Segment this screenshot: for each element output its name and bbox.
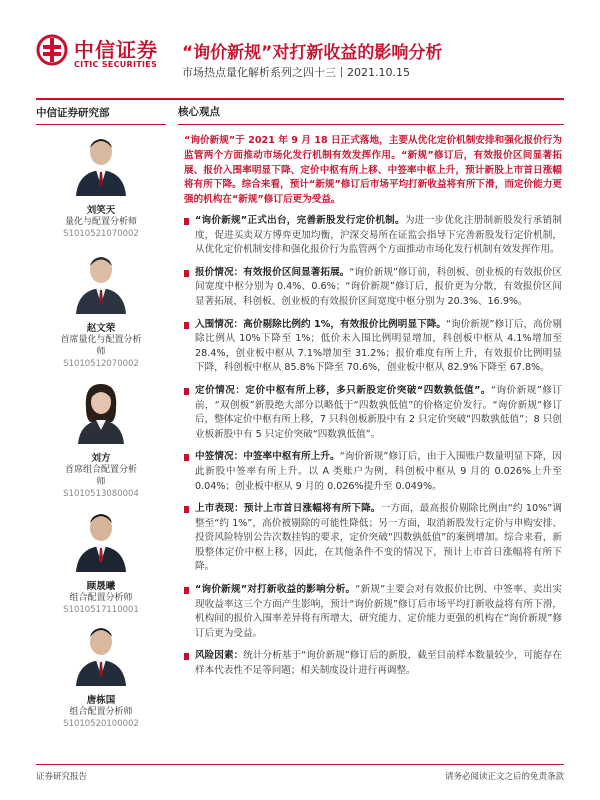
analyst-name: 刘方 (91, 453, 111, 464)
analyst-card (36, 130, 166, 239)
logo-name-en: CITIC SECURITIES (74, 60, 158, 69)
analyst-card (36, 620, 166, 729)
left-heading-divider (36, 124, 166, 125)
analyst-card (36, 248, 166, 369)
bullet-lead: “询价新规”对打新收益的影响分析。 (195, 584, 356, 596)
analyst-photo-icon (72, 620, 130, 686)
bullet-lead: 中签情况：中签率中枢有所上升。 (195, 451, 340, 463)
analyst-license-id: S1010513080004 (63, 489, 139, 499)
bullet-lead: 定价情况：定价中枢有所上移，多只新股定价突破“四数孰低值”。 (195, 384, 492, 396)
bullet-body: “询价新规”修订后，由于入围账户数量明显下降，因此新股中签率有所上升。以 A 类账户为例，科创板中枢从 9 月的 0.026%上升至 0.04%；创业板中枢从 9 月的 0.026%提升至 0.049%。 (195, 451, 562, 492)
core-views-list (184, 214, 562, 679)
list-item (184, 450, 562, 494)
list-item (184, 384, 562, 442)
report-series-subtitle: 市场热点量化解析系列之四十三丨2021.10.15 (182, 66, 410, 79)
bullet-body: 为进一步优化注册制新股发行承销制度，促进买卖双方博弈更加均衡，沪深交易所在证监会指导下完善新股发行定价机制，从优化定价机制安排和强化报价行为监管两个方面推动市场化发行机制有效发挥作用。 (195, 215, 562, 256)
bullet-body: 统计分析基于“询价新规”修订后的新股，截至目前样本数量较少，可能存在样本代表性不足等问题；相关制度设计进行再调整。 (195, 650, 562, 677)
analyst-photo-icon (72, 506, 130, 572)
logo-name-cn: 中信证券 (74, 38, 158, 62)
list-item (184, 318, 562, 376)
analyst-photo-icon (72, 130, 130, 196)
analyst-name: 刘笑天 (86, 205, 116, 216)
bullet-lead: 入围情况：高价剔除比例约 1%，有效报价比例明显下降。 (195, 318, 446, 330)
analyst-photo-icon (72, 378, 130, 444)
bullet-lead: 上市表现：预计上市首日涨幅将有所下降。 (195, 503, 381, 515)
analyst-role: 量化与配置分析师 (64, 217, 137, 227)
citic-logo-mark-icon (36, 34, 68, 66)
analyst-name: 唐栋国 (86, 695, 116, 706)
footer-disclaimer-note: 请务必阅读正文之后的免责条款 (444, 772, 564, 782)
report-header (0, 0, 600, 92)
bullet-lead: “询价新规”正式出台，完善新股发行定价机制。 (195, 215, 405, 226)
bullet-body: 一方面，最高报价剔除比例由“约 10%”调整至“约 1%”，高价被剔除的可能性降低；另一方面，取消新股发行定价与申购安排、投资风险特别公告次数挂钩的要求，定价突破“四数孰低值”的案例增加。综合来看，新股整体定价中枢上移，因此，在其他条件不变的情况下，预计上市首日涨幅将有所下降。 (195, 503, 562, 573)
list-item (184, 502, 562, 575)
bullet-lead: 报价情况：有效报价区间显著拓展。 (195, 266, 350, 278)
analyst-card (36, 506, 166, 615)
bullet-body: “询价新规”修订前，科创板、创业板的有效报价区间宽度中枢分别为 0.4%、0.6%；“询价新规”修订后，报价更为分散，有效报价区间显著拓展，科创板、创业板的有效报价区间宽度中枢分别为 20.3%、16.9%。 (195, 266, 562, 307)
list-item (184, 266, 562, 310)
page-title: “询价新规”对打新收益的影响分析 (182, 43, 443, 63)
bullet-body: “询价新规”修订后，高价剔除比例从 10%下降至 1%；低价未入围比例明显增加，科创板中枢从 4.1%增加至 28.4%，创业板中枢从 7.1%增加至 31.2%；报价难度有所上升，有效报价比例明显下降，科创板中枢从 85.8%下降至 70.6%，创业板中枢从 82.9%下降至 67.8%。 (195, 318, 562, 374)
list-item (184, 649, 562, 678)
list-item (184, 583, 562, 641)
analyst-role: 组合配置分析师 (69, 707, 133, 717)
analyst-role: 组合配置分析师 (69, 593, 133, 603)
core-views-heading: 核心观点 (178, 106, 220, 118)
analyst-role: 首席组合配置分析师 (65, 465, 138, 487)
analyst-card (36, 378, 166, 499)
footer-report-type: 证券研究报告 (36, 772, 88, 782)
footer-divider (36, 764, 564, 765)
summary-paragraph: “询价新规”于 2021 年 9 月 18 日正式落地，主要从优化定价机制安排和强化报价行为监管两个方面推动市场化发行机制有效发挥作用。“新规”修订后，有效报价区间显著拓展、报价入围率明显下降、定价中枢有所上移、中签率中枢上升，预计新股上市首日涨幅将有所下降。综合来看，预计“新规”修订后市场平均打新收益将有所下滑，而定价能力更强的机构在“新规”修订后更为受益。 (184, 135, 562, 206)
list-item (184, 214, 562, 258)
analyst-license-id: S1010521070002 (63, 229, 139, 239)
research-dept-heading: 中信证券研究部 (36, 107, 110, 119)
analyst-license-id: S1010512070002 (63, 359, 139, 369)
analyst-license-id: S1010517110001 (63, 605, 139, 615)
analyst-name: 赵文荣 (86, 323, 116, 334)
analyst-name: 顾晟曦 (86, 581, 116, 592)
bullet-body: “新规”主要会对有效报价比例、中签率、卖出实现收益率这三个方面产生影响，预计“询价新规”修订后市场平均打新收益将有所下滑，机构间的报价入围率差异将有所增大，研究能力、定价能力更强的机构在“询价新规”修订后更为受益。 (195, 584, 562, 639)
analyst-role: 首席量化与配置分析师 (60, 335, 142, 357)
citic-logo (36, 34, 166, 78)
header-divider (36, 98, 564, 100)
analyst-license-id: S1010520100002 (63, 719, 139, 729)
bullet-body: “询价新规”修订前，“双创板”新股绝大部分以略低于“四数孰低值”的价格定价发行。“询价新规”修订后，整体定价中枢有所上移，7 只科创板新股中有 2 只定价突破“四数孰低值”；8 只创业板新股中有 5 只定价突破“四数孰低值”。 (195, 384, 562, 440)
right-heading-divider (178, 124, 564, 125)
bullet-lead: 风险因素： (195, 650, 244, 662)
analyst-photo-icon (72, 248, 130, 314)
left-column (36, 104, 176, 122)
